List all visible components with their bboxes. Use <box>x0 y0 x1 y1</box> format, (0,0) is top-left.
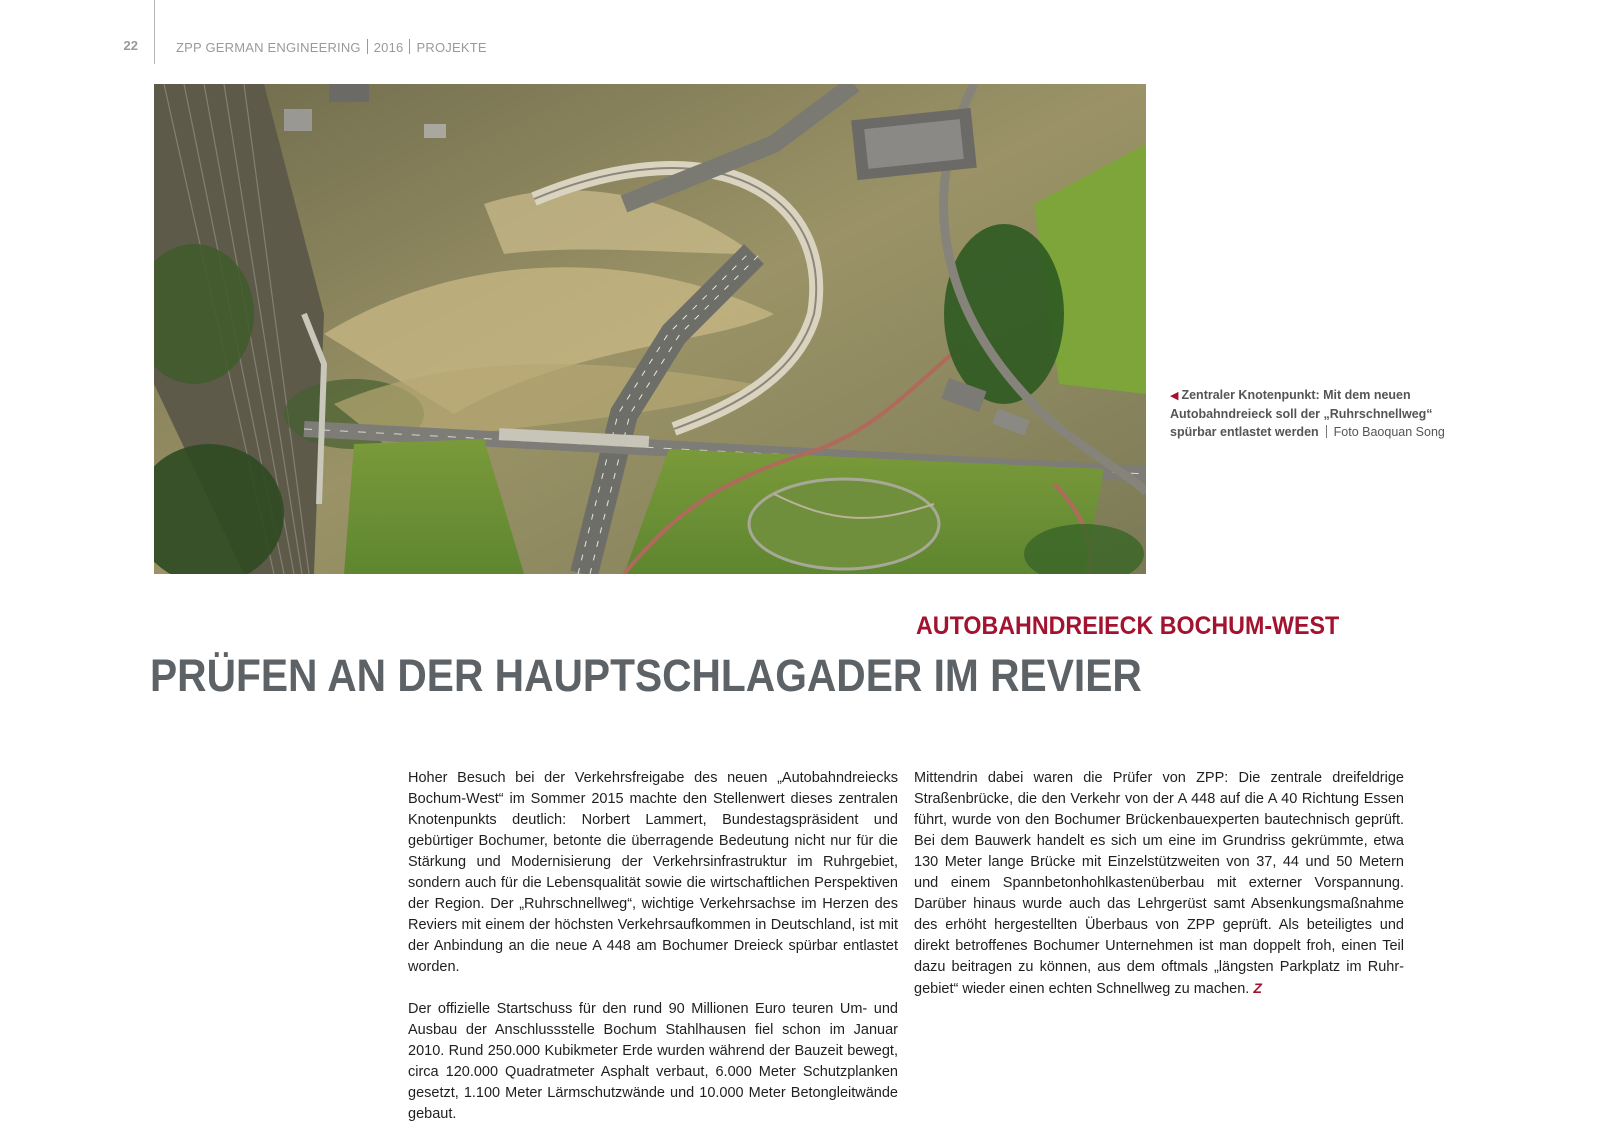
body-paragraph-text: Mittendrin dabei waren die Prüfer von ZPP: Die zentrale dreifeldrige Straßenbrücke, die den Verkehr von der A 448 auf die A 40 Richtung Essen führt, wurde von den Bochumer Brückenbauexperten bautechnisch geprüft. Bei dem Bauwerk handelt es sich um eine im Grundriss gekrümmte, etwa 130 Meter lange Brücke mit Einzelstützweiten von 37, 44 und 50 Metern und einem Spannbetonhohlkastenüberbau mit externer Vorspannung. Darüber hinaus wurde auch das Lehrgerüst samt Absenkungsmaßnahme des erhöht hergestellten Überbaus von ZPP geprüft. Als beteiligtes und direkt betroffenes Bochumer Unternehmen ist man doppelt froh, einen Teil dazu beitragen zu können, aus dem oftmals „längsten Parkplatz im Ruhrgebiet“ wieder einen echten Schnellweg zu machen. <box>914 770 1404 997</box>
header-separator <box>409 39 410 54</box>
body-paragraph: Hoher Besuch bei der Verkehrsfreigabe des neuen „Autobahndreiecks Bochum-West“ im Sommer 2015 machte den Stellenwert dieses zentralen Knotenpunkts deutlich: Norbert Lammert, Bundestagspräsident und gebürtiger Bochumer, betonte die überragende Bedeutung nicht nur für die Stärkung und Modernisierung der Verkehrsinfrastruktur im Ruhrgebiet, sondern auch für die Lebensqualität sowie die wirtschaftlichen Perspektiven der Region. Der „Ruhrschnellweg“, wichtige Verkehrsachse im Herzen des Reviers mit einem der höchsten Verkehrsaufkommen in Deutschland, ist mit der Anbindung an die neue A 448 am Bochumer Dreieck spürbar entlastet worden. <box>408 770 898 975</box>
article-kicker: AUTOBAHNDREIECK BOCHUM-WEST <box>916 612 1340 640</box>
body-column-left <box>408 768 898 1146</box>
article-headline: PRÜFEN AN DER HAUPTSCHLAGADER IM REVIER <box>150 650 1142 701</box>
running-header <box>176 39 487 55</box>
caption-text: Zentraler Knotenpunkt: Mit dem neuen Autobahndreieck soll der „Ruhrschnellweg“ spürbar entlastet werden <box>1170 388 1433 439</box>
issue-year: 2016 <box>373 40 404 55</box>
caption-pointer-icon: ◀ <box>1170 390 1179 402</box>
body-paragraph <box>914 768 1404 1000</box>
publication-name: ZPP GERMAN ENGINEERING <box>176 40 361 55</box>
photo-credit: Foto Baoquan Song <box>1333 425 1445 439</box>
page-number: 22 <box>123 38 138 53</box>
header-separator <box>367 39 368 54</box>
body-paragraph: Der offizielle Startschuss für den rund 90 Millionen Euro teuren Um- und Ausbau der Anschlussstelle Bochum Stahlhausen fiel schon im Januar 2010. Rund 250.000 Kubikmeter Erde wurden während der Bauzeit bewegt, circa 120.000 Quadratmeter Asphalt verbaut, 6.000 Meter Schutzplanken gesetzt, 1.100 Meter Lärmschutzwände und 10.000 Meter Betongleitwände gebaut. <box>408 1001 898 1122</box>
body-column-right <box>914 768 1404 1021</box>
aerial-photo-highway-interchange <box>154 84 1146 574</box>
end-of-article-mark: Z <box>1253 980 1262 996</box>
caption-separator <box>1326 425 1327 438</box>
section-name: PROJEKTE <box>416 40 487 55</box>
header-divider <box>154 0 155 64</box>
photo-caption <box>1170 386 1470 441</box>
